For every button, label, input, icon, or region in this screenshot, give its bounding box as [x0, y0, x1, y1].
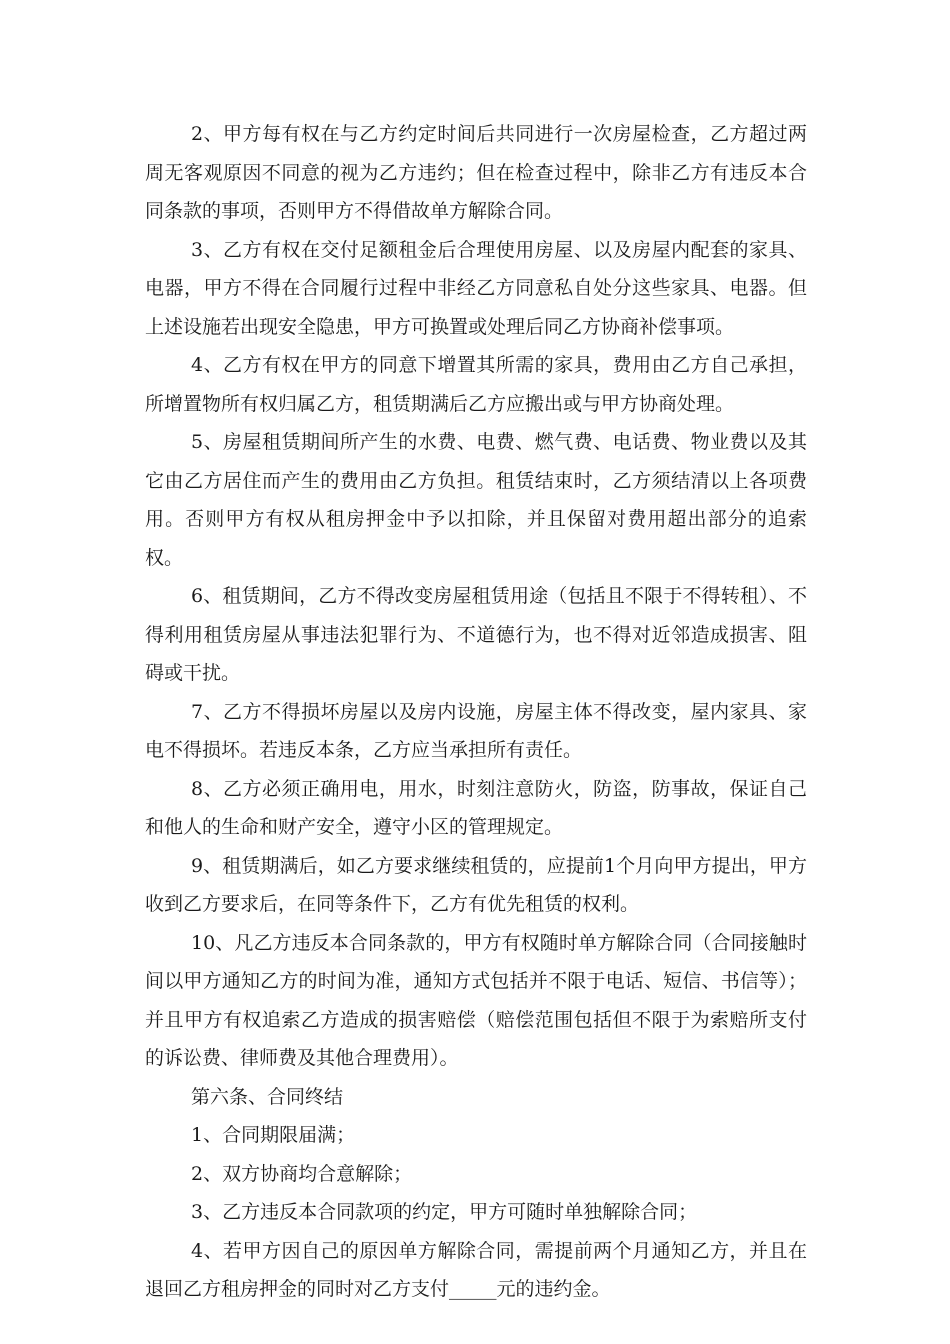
clause-5-utility-fees: 5、房屋租赁期间所产生的水费、电费、燃气费、电话费、物业费以及其它由乙方居住而产生的费用由乙方负担。租赁结束时，乙方须结清以上各项费用。否则甲方有权从租房押金中予以扣除，并且保留对费用超出部分的追索权。: [145, 431, 807, 569]
clause-2-inspection: 2、甲方每有权在与乙方约定时间后共同进行一次房屋检查，乙方超过两周无客观原因不同意的视为乙方违约；但在检查过程中，除非乙方有违反本合同条款的事项，否则甲方不得借故单方解除合同。: [145, 123, 807, 222]
clause-9-renewal: 9、租赁期满后，如乙方要求继续租赁的，应提前1个月向甲方提出，甲方收到乙方要求后，在同等条件下，乙方有优先租赁的权利。: [145, 854, 807, 915]
clause-4-added-furniture: 4、乙方有权在甲方的同意下增置其所需的家具，费用由乙方自己承担，所增置物所有权归属乙方，租赁期满后乙方应搬出或与甲方协商处理。: [145, 354, 807, 415]
clause-6-usage-restrictions: 6、租赁期间，乙方不得改变房屋租赁用途（包括且不限于不得转租）、不得利用租赁房屋从事违法犯罪行为、不道德行为，也不得对近邻造成损害、阻碍或干扰。: [145, 585, 807, 684]
clause-8-safety: 8、乙方必须正确用电，用水，时刻注意防火，防盗，防事故，保证自己和他人的生命和财产安全，遵守小区的管理规定。: [145, 777, 807, 838]
clause-10-termination-by-landlord: 10、凡乙方违反本合同条款的，甲方有权随时单方解除合同（合同接触时间以甲方通知乙方的时间为准，通知方式包括并不限于电话、短信、书信等）；并且甲方有权追索乙方造成的损害赔偿（赔偿范围包括但不限于为索赔所支付的诉讼费、律师费及其他合理费用）。: [145, 931, 807, 1069]
termination-item-2: 2、双方协商均合意解除；: [191, 1162, 413, 1185]
termination-item-1: 1、合同期限届满；: [191, 1124, 356, 1146]
clause-3-furniture-use: 3、乙方有权在交付足额租金后合理使用房屋、以及房屋内配套的家具、电器，甲方不得在合同履行过程中非经乙方同意私自处分这些家具、电器。但上述设施若出现安全隐患，甲方可换置或处理后同乙方协商补偿事项。: [145, 238, 807, 338]
clause-7-damage: 7、乙方不得损坏房屋以及房内设施，房屋主体不得改变，屋内家具、家电不得损坏。若违反本条，乙方应当承担所有责任。: [145, 700, 807, 761]
document-body: [145, 115, 807, 1309]
section-heading-article-6: 第六条、合同终结: [191, 1085, 344, 1108]
termination-item-4: 4、若甲方因自己的原因单方解除合同，需提前两个月通知乙方，并且在退回乙方租房押金的同时对乙方支付_____元的违约金。: [145, 1239, 807, 1300]
termination-item-3: 3、乙方违反本合同款项的约定，甲方可随时单独解除合同；: [191, 1201, 698, 1223]
